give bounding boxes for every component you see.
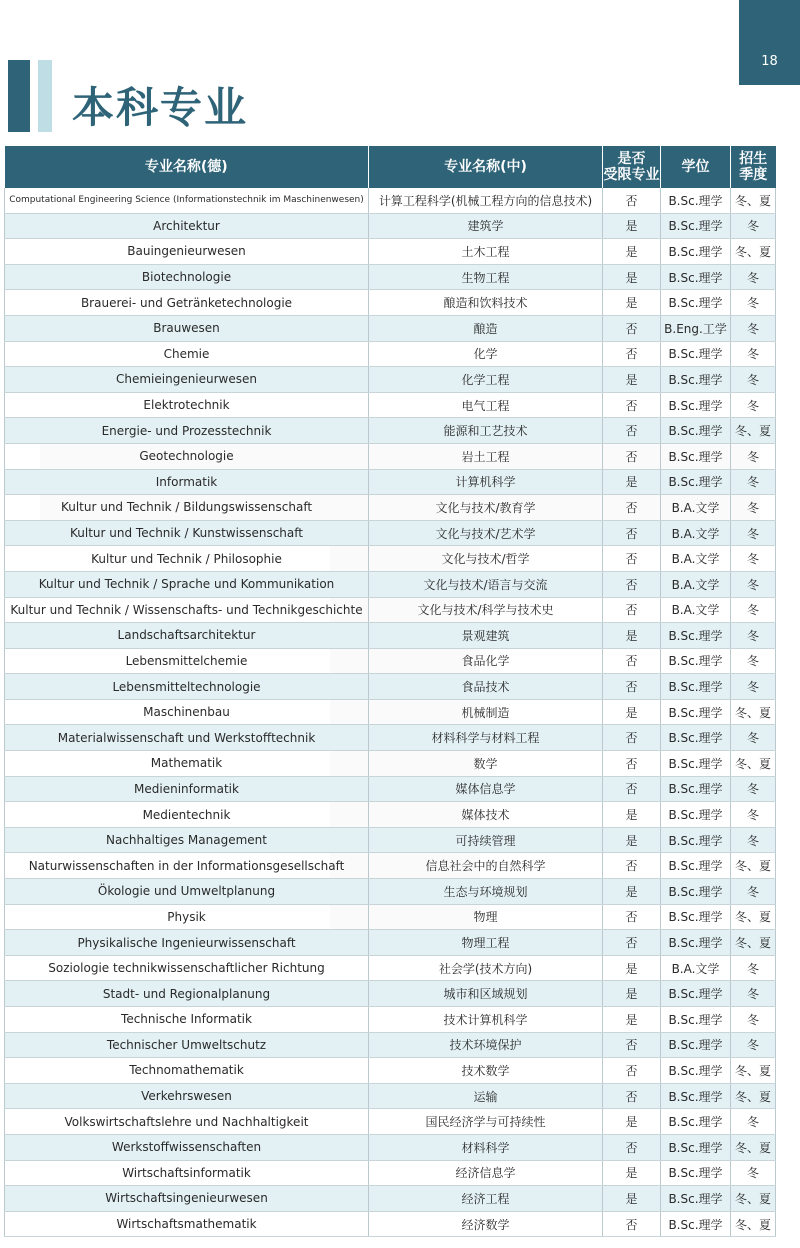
cell-name-de: Technomathematik (5, 1058, 369, 1084)
cell-intake: 冬 (731, 597, 776, 623)
cell-intake: 冬、夏 (731, 751, 776, 777)
table-row (5, 1083, 776, 1109)
cell-intake: 冬、夏 (731, 930, 776, 956)
cell-restricted: 否 (603, 546, 661, 572)
table-row (5, 853, 776, 879)
cell-restricted: 否 (603, 1083, 661, 1109)
cell-name-zh: 文化与技术/科学与技术史 (369, 597, 603, 623)
cell-intake: 冬 (731, 341, 776, 367)
cell-restricted: 否 (603, 1134, 661, 1160)
cell-name-de: Medientechnik (5, 802, 369, 828)
table-row (5, 571, 776, 597)
table-row (5, 264, 776, 290)
cell-restricted: 是 (603, 264, 661, 290)
cell-name-zh: 食品化学 (369, 648, 603, 674)
cell-degree: B.Sc.理学 (661, 290, 731, 316)
cell-name-de: Landschaftsarchitektur (5, 623, 369, 649)
cell-name-zh: 城市和区域规划 (369, 981, 603, 1007)
cell-name-zh: 物理工程 (369, 930, 603, 956)
table-row (5, 188, 776, 213)
cell-restricted: 否 (603, 904, 661, 930)
cell-degree: B.Sc.理学 (661, 699, 731, 725)
cell-name-de: Physik (5, 904, 369, 930)
cell-name-de: Mathematik (5, 751, 369, 777)
table-row (5, 367, 776, 393)
cell-name-zh: 景观建筑 (369, 623, 603, 649)
cell-restricted: 是 (603, 827, 661, 853)
table-row (5, 443, 776, 469)
cell-restricted: 否 (603, 495, 661, 521)
cell-degree: B.Sc.理学 (661, 1032, 731, 1058)
cell-restricted: 否 (603, 188, 661, 213)
cell-name-zh: 文化与技术/语言与交流 (369, 571, 603, 597)
cell-name-zh: 文化与技术/教育学 (369, 495, 603, 521)
cell-name-zh: 技术计算机科学 (369, 1007, 603, 1033)
cell-name-de: Wirtschaftsinformatik (5, 1160, 369, 1186)
cell-restricted: 是 (603, 239, 661, 265)
table-row (5, 213, 776, 239)
cell-name-de: Naturwissenschaften in der Informationsgesellschaft (5, 853, 369, 879)
cell-name-de: Volkswirtschaftslehre und Nachhaltigkeit (5, 1109, 369, 1135)
cell-intake: 冬 (731, 392, 776, 418)
cell-name-de: Technischer Umweltschutz (5, 1032, 369, 1058)
cell-intake: 冬 (731, 623, 776, 649)
cell-restricted: 是 (603, 290, 661, 316)
table-row (5, 1211, 776, 1237)
table-row (5, 546, 776, 572)
cell-intake: 冬 (731, 290, 776, 316)
table-row (5, 418, 776, 444)
table-row (5, 1058, 776, 1084)
page-title: 本科专业 (72, 83, 249, 132)
cell-intake: 冬、夏 (731, 699, 776, 725)
cell-degree: B.Sc.理学 (661, 392, 731, 418)
cell-name-zh: 数学 (369, 751, 603, 777)
cell-name-zh: 机械制造 (369, 699, 603, 725)
cell-restricted: 否 (603, 1058, 661, 1084)
header-degree: 学位 (661, 146, 731, 188)
table-row (5, 751, 776, 777)
cell-intake: 冬 (731, 955, 776, 981)
cell-degree: B.Sc.理学 (661, 188, 731, 213)
table-row (5, 1109, 776, 1135)
header-restricted-line1: 是否 (617, 151, 646, 167)
table-row (5, 469, 776, 495)
cell-name-de: Bauingenieurwesen (5, 239, 369, 265)
cell-name-de: Elektrotechnik (5, 392, 369, 418)
cell-degree: B.Sc.理学 (661, 1186, 731, 1212)
cell-name-de: Energie- und Prozesstechnik (5, 418, 369, 444)
cell-name-de: Brauwesen (5, 315, 369, 341)
cell-degree: B.Sc.理学 (661, 674, 731, 700)
cell-name-zh: 运输 (369, 1083, 603, 1109)
cell-intake: 冬 (731, 443, 776, 469)
cell-name-de: Biotechnologie (5, 264, 369, 290)
table-row (5, 290, 776, 316)
cell-restricted: 否 (603, 341, 661, 367)
cell-name-de: Kultur und Technik / Philosophie (5, 546, 369, 572)
cell-intake: 冬 (731, 827, 776, 853)
table-row (5, 1032, 776, 1058)
cell-degree: B.Sc.理学 (661, 648, 731, 674)
cell-name-de: Stadt- und Regionalplanung (5, 981, 369, 1007)
cell-restricted: 是 (603, 1186, 661, 1212)
table-row (5, 1007, 776, 1033)
cell-name-zh: 岩土工程 (369, 443, 603, 469)
cell-intake: 冬 (731, 1032, 776, 1058)
cell-degree: B.Sc.理学 (661, 469, 731, 495)
cell-name-de: Computational Engineering Science (Informationstechnik im Maschinenwesen) (5, 188, 369, 213)
cell-name-de: Kultur und Technik / Wissenschafts- und Technikgeschichte (5, 597, 369, 623)
cell-name-de: Wirtschaftsingenieurwesen (5, 1186, 369, 1212)
cell-intake: 冬 (731, 495, 776, 521)
header-name-zh: 专业名称(中) (369, 146, 603, 188)
cell-name-de: Ökologie und Umweltplanung (5, 879, 369, 905)
cell-name-zh: 可持续管理 (369, 827, 603, 853)
table-row (5, 725, 776, 751)
cell-intake: 冬、夏 (731, 1058, 776, 1084)
table-row (5, 981, 776, 1007)
cell-name-zh: 建筑学 (369, 213, 603, 239)
cell-degree: B.Sc.理学 (661, 879, 731, 905)
cell-name-zh: 信息社会中的自然科学 (369, 853, 603, 879)
cell-restricted: 否 (603, 751, 661, 777)
cell-intake: 冬 (731, 1007, 776, 1033)
cell-restricted: 否 (603, 597, 661, 623)
cell-intake: 冬、夏 (731, 239, 776, 265)
header-intake (731, 146, 776, 188)
cell-degree: B.Sc.理学 (661, 1134, 731, 1160)
cell-name-de: Informatik (5, 469, 369, 495)
cell-degree: B.Sc.理学 (661, 1160, 731, 1186)
table-row (5, 341, 776, 367)
cell-restricted: 是 (603, 981, 661, 1007)
cell-restricted: 否 (603, 725, 661, 751)
cell-degree: B.Sc.理学 (661, 802, 731, 828)
cell-intake: 冬 (731, 367, 776, 393)
cell-restricted: 是 (603, 367, 661, 393)
cell-intake: 冬 (731, 315, 776, 341)
cell-name-de: Medieninformatik (5, 776, 369, 802)
cell-restricted: 否 (603, 418, 661, 444)
cell-degree: B.Sc.理学 (661, 981, 731, 1007)
table-row (5, 827, 776, 853)
page-number-badge (739, 0, 800, 85)
cell-degree: B.A.文学 (661, 597, 731, 623)
cell-name-zh: 经济信息学 (369, 1160, 603, 1186)
table-row (5, 776, 776, 802)
cell-name-de: Lebensmittelchemie (5, 648, 369, 674)
cell-name-zh: 能源和工艺技术 (369, 418, 603, 444)
cell-name-zh: 技术环境保护 (369, 1032, 603, 1058)
cell-restricted: 否 (603, 571, 661, 597)
cell-restricted: 是 (603, 1007, 661, 1033)
cell-intake: 冬 (731, 802, 776, 828)
cell-degree: B.Sc.理学 (661, 239, 731, 265)
cell-name-de: Materialwissenschaft und Werkstofftechnik (5, 725, 369, 751)
cell-degree: B.A.文学 (661, 495, 731, 521)
cell-restricted: 否 (603, 1032, 661, 1058)
cell-intake: 冬、夏 (731, 904, 776, 930)
table-header-row (5, 146, 776, 188)
cell-intake: 冬、夏 (731, 1211, 776, 1237)
cell-intake: 冬 (731, 879, 776, 905)
header-name-de: 专业名称(德) (5, 146, 369, 188)
table-row (5, 495, 776, 521)
cell-name-de: Technische Informatik (5, 1007, 369, 1033)
table-row (5, 392, 776, 418)
cell-name-de: Geotechnologie (5, 443, 369, 469)
cell-degree: B.Sc.理学 (661, 1007, 731, 1033)
cell-name-zh: 经济数学 (369, 1211, 603, 1237)
cell-restricted: 是 (603, 879, 661, 905)
cell-restricted: 否 (603, 648, 661, 674)
cell-degree: B.Sc.理学 (661, 751, 731, 777)
table-row (5, 674, 776, 700)
cell-intake: 冬 (731, 648, 776, 674)
table-row (5, 239, 776, 265)
cell-intake: 冬、夏 (731, 418, 776, 444)
cell-name-zh: 材料科学与材料工程 (369, 725, 603, 751)
cell-intake: 冬 (731, 213, 776, 239)
cell-degree: B.Sc.理学 (661, 1211, 731, 1237)
cell-name-zh: 文化与技术/哲学 (369, 546, 603, 572)
majors-table (4, 146, 776, 1237)
cell-name-de: Lebensmitteltechnologie (5, 674, 369, 700)
cell-restricted: 否 (603, 776, 661, 802)
table-row (5, 623, 776, 649)
table-row (5, 1186, 776, 1212)
cell-name-zh: 媒体信息学 (369, 776, 603, 802)
cell-restricted: 是 (603, 1160, 661, 1186)
cell-name-de: Kultur und Technik / Sprache und Kommunikation (5, 571, 369, 597)
cell-name-de: Kultur und Technik / Kunstwissenschaft (5, 520, 369, 546)
cell-restricted: 是 (603, 699, 661, 725)
cell-intake: 冬 (731, 571, 776, 597)
cell-name-zh: 技术数学 (369, 1058, 603, 1084)
cell-degree: B.Sc.理学 (661, 1058, 731, 1084)
cell-intake: 冬 (731, 674, 776, 700)
cell-name-zh: 化学 (369, 341, 603, 367)
cell-restricted: 是 (603, 955, 661, 981)
table-row (5, 904, 776, 930)
cell-name-de: Brauerei- und Getränketechnologie (5, 290, 369, 316)
cell-name-zh: 计算工程科学(机械工程方向的信息技术) (369, 188, 603, 213)
cell-intake: 冬 (731, 546, 776, 572)
cell-degree: B.Sc.理学 (661, 443, 731, 469)
cell-degree: B.A.文学 (661, 955, 731, 981)
header-intake-line2: 季度 (739, 167, 768, 183)
cell-name-zh: 经济工程 (369, 1186, 603, 1212)
page-number: 18 (761, 54, 778, 69)
cell-degree: B.Sc.理学 (661, 1109, 731, 1135)
cell-intake: 冬、夏 (731, 1186, 776, 1212)
cell-name-zh: 食品技术 (369, 674, 603, 700)
cell-degree: B.Sc.理学 (661, 776, 731, 802)
cell-degree: B.Sc.理学 (661, 904, 731, 930)
cell-degree: B.A.文学 (661, 571, 731, 597)
title-accent-bar-dark (8, 60, 30, 132)
cell-intake: 冬 (731, 725, 776, 751)
cell-name-zh: 计算机科学 (369, 469, 603, 495)
cell-degree: B.Eng.工学 (661, 315, 731, 341)
cell-intake: 冬 (731, 469, 776, 495)
cell-restricted: 是 (603, 469, 661, 495)
cell-name-de: Nachhaltiges Management (5, 827, 369, 853)
cell-degree: B.Sc.理学 (661, 1083, 731, 1109)
table-body (5, 188, 776, 1237)
table-row (5, 1160, 776, 1186)
cell-intake: 冬 (731, 981, 776, 1007)
cell-name-de: Chemieingenieurwesen (5, 367, 369, 393)
cell-name-de: Soziologie technikwissenschaftlicher Richtung (5, 955, 369, 981)
cell-degree: B.Sc.理学 (661, 367, 731, 393)
cell-degree: B.Sc.理学 (661, 827, 731, 853)
cell-degree: B.A.文学 (661, 520, 731, 546)
table-row (5, 879, 776, 905)
table-row (5, 648, 776, 674)
cell-degree: B.Sc.理学 (661, 623, 731, 649)
cell-restricted: 否 (603, 930, 661, 956)
cell-intake: 冬 (731, 1109, 776, 1135)
cell-name-zh: 化学工程 (369, 367, 603, 393)
cell-intake: 冬 (731, 1160, 776, 1186)
cell-restricted: 否 (603, 392, 661, 418)
header-intake-line1: 招生 (739, 151, 768, 167)
cell-restricted: 否 (603, 1211, 661, 1237)
cell-degree: B.Sc.理学 (661, 341, 731, 367)
cell-restricted: 否 (603, 674, 661, 700)
cell-name-de: Wirtschaftsmathematik (5, 1211, 369, 1237)
cell-name-de: Maschinenbau (5, 699, 369, 725)
cell-restricted: 否 (603, 443, 661, 469)
cell-restricted: 否 (603, 315, 661, 341)
header-restricted-line2: 受限专业 (603, 167, 660, 183)
cell-name-zh: 材料科学 (369, 1134, 603, 1160)
cell-name-zh: 物理 (369, 904, 603, 930)
cell-name-de: Chemie (5, 341, 369, 367)
cell-degree: B.Sc.理学 (661, 264, 731, 290)
cell-intake: 冬、夏 (731, 188, 776, 213)
table-row (5, 597, 776, 623)
table-row (5, 802, 776, 828)
cell-restricted: 否 (603, 853, 661, 879)
table-row (5, 315, 776, 341)
cell-degree: B.Sc.理学 (661, 418, 731, 444)
cell-name-zh: 国民经济学与可持续性 (369, 1109, 603, 1135)
cell-name-de: Werkstoffwissenschaften (5, 1134, 369, 1160)
cell-intake: 冬 (731, 264, 776, 290)
cell-name-zh: 酿造 (369, 315, 603, 341)
cell-restricted: 是 (603, 1109, 661, 1135)
cell-degree: B.Sc.理学 (661, 213, 731, 239)
cell-intake: 冬、夏 (731, 853, 776, 879)
cell-degree: B.Sc.理学 (661, 853, 731, 879)
cell-name-de: Architektur (5, 213, 369, 239)
cell-name-de: Verkehrswesen (5, 1083, 369, 1109)
cell-name-zh: 酿造和饮料技术 (369, 290, 603, 316)
cell-name-zh: 社会学(技术方向) (369, 955, 603, 981)
cell-name-zh: 媒体技术 (369, 802, 603, 828)
table-row (5, 930, 776, 956)
cell-intake: 冬、夏 (731, 1083, 776, 1109)
cell-name-de: Kultur und Technik / Bildungswissenschaft (5, 495, 369, 521)
cell-restricted: 是 (603, 802, 661, 828)
cell-intake: 冬 (731, 776, 776, 802)
cell-intake: 冬、夏 (731, 1134, 776, 1160)
cell-intake: 冬 (731, 520, 776, 546)
cell-restricted: 是 (603, 213, 661, 239)
header-restricted (603, 146, 661, 188)
cell-restricted: 是 (603, 623, 661, 649)
table-row (5, 520, 776, 546)
table-row (5, 955, 776, 981)
cell-name-zh: 生物工程 (369, 264, 603, 290)
cell-degree: B.A.文学 (661, 546, 731, 572)
cell-restricted: 否 (603, 520, 661, 546)
cell-name-zh: 土木工程 (369, 239, 603, 265)
cell-name-zh: 电气工程 (369, 392, 603, 418)
cell-name-de: Physikalische Ingenieurwissenschaft (5, 930, 369, 956)
cell-name-zh: 生态与环境规划 (369, 879, 603, 905)
table-row (5, 1134, 776, 1160)
table-row (5, 699, 776, 725)
cell-degree: B.Sc.理学 (661, 725, 731, 751)
cell-degree: B.Sc.理学 (661, 930, 731, 956)
title-accent-bar-light (38, 60, 52, 132)
cell-name-zh: 文化与技术/艺术学 (369, 520, 603, 546)
